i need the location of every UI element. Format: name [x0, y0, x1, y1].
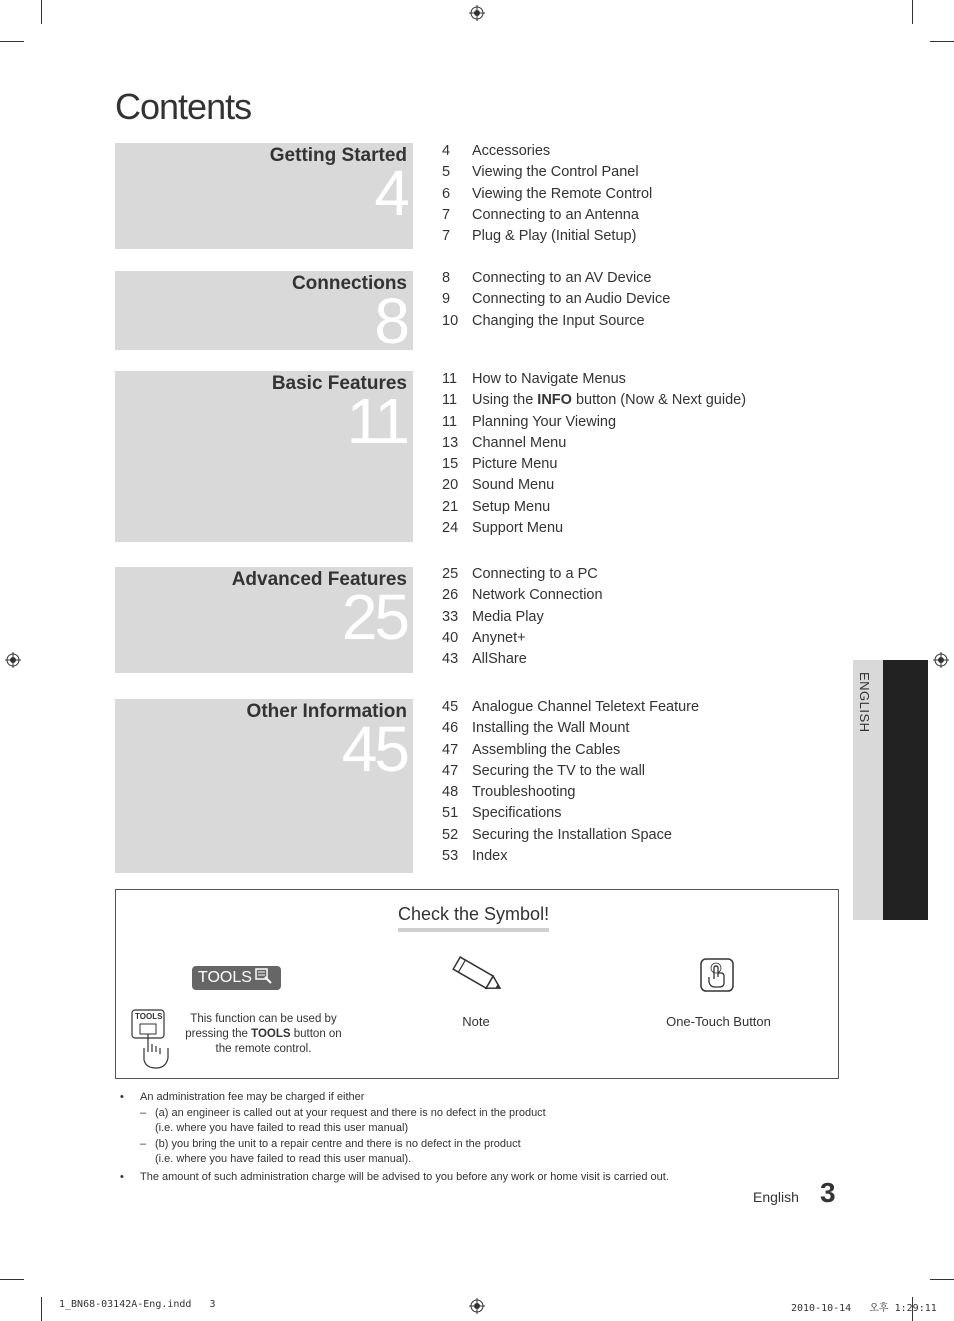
symbol-heading: Check the Symbol!: [398, 904, 549, 932]
toc-entry[interactable]: [442, 228, 652, 249]
toc-page-number: 10: [442, 312, 459, 329]
section-other-information: [115, 699, 413, 873]
print-slug-timestamp: 2010-10-14 오후 1:29:11: [791, 1303, 937, 1314]
footnote-subitem-continued: [120, 1121, 669, 1137]
toc-entry[interactable]: [442, 609, 603, 630]
remote-key-label: TOOLS: [135, 1012, 163, 1021]
toc-entry[interactable]: [442, 186, 652, 207]
toc-entry[interactable]: [442, 414, 746, 435]
toc-entry[interactable]: [442, 477, 746, 498]
section-getting-started: [115, 143, 413, 249]
toc-entry-text: Connecting to an Audio Device: [472, 291, 671, 308]
toc-page-number: 11: [442, 392, 458, 409]
registration-mark-icon: [469, 1298, 485, 1314]
toc-entry-text: Viewing the Remote Control: [472, 185, 653, 202]
crop-mark: [41, 1297, 42, 1321]
footnote-subitem-continued: [120, 1152, 669, 1168]
toc-entry-text: Anynet+: [472, 629, 526, 646]
tools-description-text: button on the remote control.: [215, 1028, 342, 1055]
toc-entry[interactable]: [442, 291, 670, 312]
toc-entry-text: Securing the TV to the wall: [472, 762, 646, 779]
toc-list-other-information: [442, 699, 699, 869]
toc-entry-text: Connecting to an Antenna: [472, 206, 639, 223]
section-title: Advanced Features: [231, 569, 407, 590]
note-label: Note: [462, 1014, 490, 1029]
toc-page-number: 46: [442, 720, 459, 737]
section-connections: [115, 271, 413, 350]
toc-entry[interactable]: [442, 520, 746, 541]
toc-entry[interactable]: [442, 720, 699, 741]
toc-entry[interactable]: [442, 587, 603, 608]
toc-entry-text: Channel Menu: [472, 434, 567, 451]
section-number: 25: [341, 581, 407, 653]
registration-mark-icon: [469, 5, 485, 21]
section-number: 45: [341, 713, 407, 785]
toc-entry-text: AllShare: [472, 651, 527, 668]
toc-entry-text-part: button (Now & Next guide): [571, 392, 747, 409]
toc-entry[interactable]: [442, 784, 699, 805]
toc-entry-text: Sound Menu: [472, 477, 555, 494]
registration-mark-icon: [5, 652, 21, 668]
toc-entry[interactable]: [442, 164, 652, 185]
tools-icon: [255, 968, 273, 989]
toc-page-number: 47: [442, 762, 459, 779]
footer-language: English: [753, 1189, 799, 1205]
toc-list-basic-features: [442, 371, 746, 541]
toc-page-number: 11: [442, 371, 458, 387]
page-title: Contents: [115, 86, 252, 127]
footnote-item: [120, 1090, 669, 1106]
toc-entry-text: Analogue Channel Teletext Feature: [472, 699, 700, 715]
toc-page-number: 13: [442, 434, 459, 451]
footer-page-number: 3: [820, 1177, 836, 1208]
toc-page-number: 52: [442, 826, 459, 843]
toc-entry[interactable]: [442, 763, 699, 784]
toc-entry-text: Viewing the Control Panel: [472, 164, 639, 181]
toc-entry[interactable]: [442, 742, 699, 763]
toc-entry[interactable]: [442, 699, 699, 720]
section-number: 8: [374, 285, 407, 350]
one-touch-button-icon: [699, 957, 735, 998]
toc-entry-text: Changing the Input Source: [472, 312, 645, 329]
toc-entry-text: Setup Menu: [472, 498, 551, 515]
toc-page-number: 8: [442, 270, 451, 286]
toc-entry-text: Connecting to an AV Device: [472, 270, 652, 286]
tools-badge-label: TOOLS: [198, 969, 252, 986]
toc-entry[interactable]: [442, 630, 603, 651]
section-basic-features: [115, 371, 413, 542]
footnote-text: (b) you bring the unit to a repair centre and there is no defect in the product: [155, 1137, 521, 1150]
toc-page-number: 51: [442, 805, 459, 822]
tools-keyword: TOOLS: [251, 1028, 291, 1040]
toc-entry-text: Media Play: [472, 608, 544, 625]
toc-entry-text: Accessories: [472, 143, 551, 159]
toc-entry[interactable]: [442, 651, 603, 672]
toc-page-number: 7: [442, 228, 451, 245]
toc-entry-text: [472, 392, 746, 413]
toc-page-number: 21: [442, 498, 459, 515]
toc-list-advanced-features: [442, 566, 603, 672]
section-number: 11: [346, 385, 407, 457]
toc-entry-text: How to Navigate Menus: [472, 371, 626, 387]
toc-entry[interactable]: [442, 313, 670, 334]
toc-entry-text: Installing the Wall Mount: [472, 720, 630, 737]
note-pencil-icon: [449, 954, 505, 1003]
toc-page-number: 4: [442, 143, 451, 159]
toc-entry[interactable]: [442, 499, 746, 520]
footnote-subitem: [120, 1137, 669, 1153]
dash-icon: –: [140, 1137, 147, 1150]
crop-mark: [0, 41, 24, 42]
bullet-icon: •: [120, 1170, 124, 1183]
language-tab-accent: [883, 660, 928, 920]
footnote-subitem: [120, 1106, 669, 1122]
toc-page-number: 25: [442, 566, 459, 582]
dash-icon: –: [140, 1106, 147, 1119]
toc-entry[interactable]: [442, 392, 746, 413]
toc-page-number: 33: [442, 608, 459, 625]
footnote-text: (a) an engineer is called out at your request and there is no defect in the product: [155, 1106, 546, 1119]
section-title: Connections: [291, 273, 407, 294]
section-title: Getting Started: [269, 145, 407, 166]
footnote-text: An administration fee may be charged if either: [140, 1091, 365, 1103]
toc-page-number: 43: [442, 651, 459, 668]
toc-entry[interactable]: [442, 456, 746, 477]
info-keyword: INFO: [537, 392, 572, 409]
toc-entry-text: Troubleshooting: [472, 784, 576, 801]
section-title: Basic Features: [271, 373, 407, 394]
footnote-text: (i.e. where you have failed to read this user manual).: [155, 1153, 412, 1165]
tools-description-text: This function can be used by pressing the: [185, 1013, 337, 1040]
toc-entry[interactable]: [442, 143, 652, 164]
toc-entry-text: Planning Your Viewing: [472, 413, 617, 430]
crop-mark: [41, 0, 42, 24]
toc-page-number: 15: [442, 456, 459, 473]
section-advanced-features: [115, 567, 413, 673]
toc-entry-text: Picture Menu: [472, 456, 558, 473]
toc-page-number: 26: [442, 587, 459, 604]
toc-page-number: 6: [442, 185, 451, 202]
toc-page-number: 11: [442, 413, 458, 430]
toc-page-number: 5: [442, 164, 451, 181]
toc-entry-text-part: Using the: [472, 392, 538, 409]
bullet-icon: •: [120, 1091, 124, 1103]
toc-page-number: 24: [442, 520, 459, 537]
tools-description: [176, 1012, 351, 1057]
print-slug-filename: 1_BN68-03142A-Eng.indd 3: [59, 1299, 216, 1310]
toc-page-number: 47: [442, 741, 459, 758]
toc-entry[interactable]: [442, 805, 699, 826]
footnotes: [120, 1090, 669, 1185]
toc-entry[interactable]: [442, 848, 699, 869]
toc-page-number: 53: [442, 848, 459, 865]
toc-page-number: 9: [442, 291, 451, 308]
crop-mark: [0, 1279, 24, 1280]
section-title: Other Information: [246, 701, 407, 722]
toc-entry-text: Securing the Installation Space: [472, 826, 672, 843]
footnote-text: The amount of such administration charge will be advised to you before any work or home visit is carried out.: [140, 1170, 669, 1183]
toc-list-connections: [442, 270, 670, 334]
language-tab-label: ENGLISH: [857, 672, 872, 733]
crop-mark: [912, 0, 913, 24]
toc-entry[interactable]: [442, 270, 670, 291]
toc-entry[interactable]: [442, 566, 603, 587]
tools-badge: [192, 966, 281, 990]
toc-entry-text: Assembling the Cables: [472, 741, 621, 758]
toc-entry[interactable]: [442, 827, 699, 848]
one-touch-button-label: One-Touch Button: [666, 1014, 771, 1029]
crop-mark: [930, 41, 954, 42]
toc-page-number: 7: [442, 206, 451, 223]
toc-entry[interactable]: [442, 371, 746, 392]
toc-page-number: 48: [442, 784, 459, 801]
toc-entry-text: Connecting to a PC: [472, 566, 598, 582]
toc-entry-text: Plug & Play (Initial Setup): [472, 228, 637, 245]
toc-page-number: 40: [442, 629, 459, 646]
toc-entry-text: Index: [472, 848, 508, 865]
toc-entry[interactable]: [442, 207, 652, 228]
crop-mark: [930, 1279, 954, 1280]
toc-entry-text: Specifications: [472, 805, 562, 822]
toc-entry[interactable]: [442, 435, 746, 456]
footnote-text: (i.e. where you have failed to read this user manual): [155, 1122, 409, 1134]
footnote-item: [120, 1170, 669, 1186]
section-number: 4: [374, 157, 407, 229]
toc-entry-text: Network Connection: [472, 587, 603, 604]
check-symbol-box: [115, 889, 839, 1079]
toc-list-getting-started: [442, 143, 652, 249]
toc-page-number: 20: [442, 477, 459, 494]
registration-mark-icon: [933, 652, 949, 668]
toc-entry-text: Support Menu: [472, 520, 564, 537]
toc-page-number: 45: [442, 699, 459, 715]
